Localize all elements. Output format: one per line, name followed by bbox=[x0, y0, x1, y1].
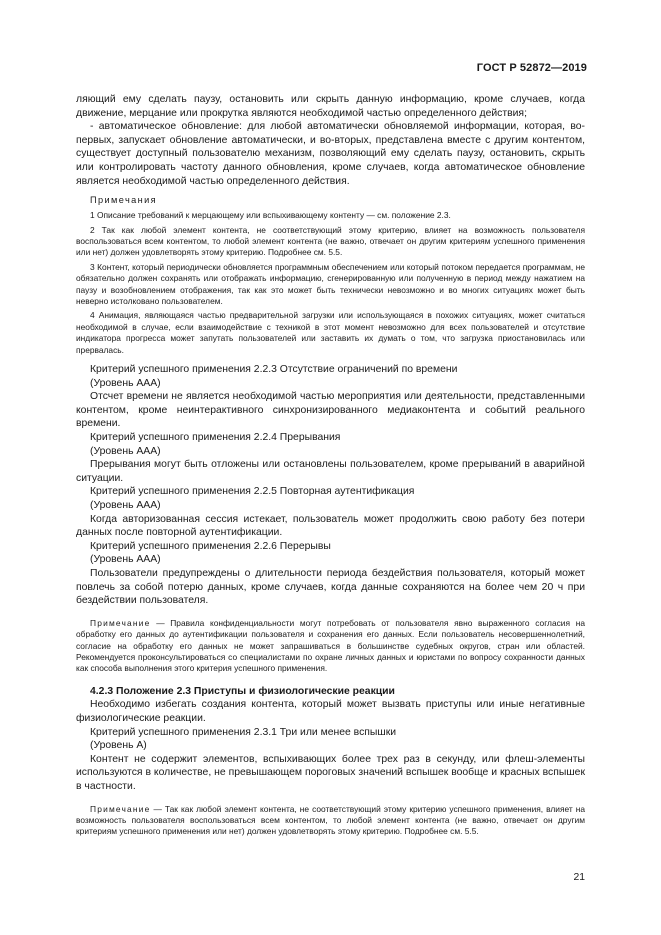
criterion-2-2-3-title: Критерий успешного применения 2.2.3 Отсутствие ограничений по времени bbox=[90, 364, 458, 376]
criterion-2-2-6-level: (Уровень ААА) bbox=[90, 554, 161, 566]
criterion-2-2-6-text: Пользователи предупреждены о длительности периода бездействия пользователя, который может повлечь за собой потерю данных, кроме случаев, когда данные сохраняются на более чем 20 ч при бездействии пользователя. bbox=[76, 567, 585, 607]
criterion-2-2-3-text: Отсчет времени не является необходимой частью мероприятия или деятельности, представленными контентом, кроме неинтерактивного синхронизированного медиаконтента и событий реального времени. bbox=[76, 391, 585, 430]
note-privacy bbox=[76, 618, 585, 675]
criterion-2-2-4-title: Критерий успешного применения 2.2.4 Прерывания bbox=[90, 432, 341, 443]
note-flash-label: Примечание bbox=[90, 803, 151, 814]
criterion-2-2-4-level: (Уровень ААА) bbox=[90, 445, 161, 457]
criterion-2-3-1-title: Критерий успешного применения 2.3.1 Три или менее вспышки bbox=[90, 726, 397, 738]
notes-title: Примечания bbox=[90, 195, 158, 206]
paragraph-continuation: ляющий ему сделать паузу, остановить или скрыть данную информацию, кроме случаев, когда движение, мерцание или прокрутка являются необходимой частью определенного действия; bbox=[76, 94, 585, 119]
section-4-2-3-text: Необходимо избегать создания контента, который может вызвать приступы или иные негативные физиологические реакции. bbox=[76, 699, 585, 724]
note-4: 4 Анимация, являющаяся частью предварительной загрузки или использующаяся в похожих ситуациях, может считаться необходимой в случае, если взаимодействие с техникой в этот момент невозможно для всех пользователей и отсутствие индикатора прогресса может запутать пользователей или заставить их думать о том, что загрузка приостановилась или прервалась. bbox=[76, 310, 585, 355]
note-flash-text: — Так как любой элемент контента, не соответствующий этому критерию успешного применения, влияет на возможность пользователя воспользоваться всем контентом, то любой элемент контента (не важно, отвечает он другим критериям успешного применения или нет) должен удовлетворять этому критерию. Подробнее см. 5.5. bbox=[76, 803, 585, 837]
criterion-2-3-1-level: (Уровень А) bbox=[90, 740, 147, 752]
paragraph-auto-update: - автоматическое обновление: для любой автоматически обновляемой информации, которая, во-первых, запускает обновление автоматически, и во-вторых, представлена вместе с другим контентом, существует доступный пользователю механизм, позволяющий ему сделать паузу, остановить, скрыть или контролировать частоту данного обновления, кроме случаев, когда автоматическое обновление является необходимой частью определенного действия. bbox=[76, 121, 585, 187]
page-number: 21 bbox=[573, 872, 585, 883]
criterion-2-2-5-level: (Уровень ААА) bbox=[90, 499, 161, 511]
section-4-2-3-heading: 4.2.3 Положение 2.3 Приступы и физиологические реакции bbox=[90, 685, 395, 697]
document-body bbox=[76, 93, 585, 838]
criterion-2-2-5-title: Критерий успешного применения 2.2.5 Повторная аутентификация bbox=[90, 486, 415, 498]
document-id-header: ГОСТ Р 52872—2019 bbox=[476, 62, 587, 74]
note-1: 1 Описание требований к мерцающему или вспыхивающему контенту — см. положение 2.3. bbox=[90, 210, 451, 221]
note-2: 2 Так как любой элемент контента, не соответствующий этому критерию, влияет на возможность пользователя воспользоваться всем контентом, то любой элемент контента (не важно, отвечает он другим критериям успешного применения или нет) должен удовлетворять этому критерию. Подробнее см. 5.5. bbox=[76, 224, 585, 258]
criterion-2-2-6-title: Критерий успешного применения 2.2.6 Перерывы bbox=[90, 540, 331, 552]
note-flash bbox=[76, 804, 585, 838]
note-privacy-text: — Правила конфиденциальности могут потребовать от пользователя явно выраженного согласия на обработку его данных до аутентификации пользователя и сохранения его данных. Если пользователь несовершеннолетний, согласие на обработку его данных не может запрашиваться в большинстве судебных округов, стран или областей. Рекомендуется проконсультироваться со специалистами по охране личных данных и юристами по вопросу сохранности данных как способа выполнения этого критерия успешного применения. bbox=[76, 617, 585, 674]
note-privacy-label: Примечание bbox=[90, 617, 151, 628]
criterion-2-2-3-level: (Уровень ААА) bbox=[90, 377, 161, 389]
criterion-2-2-4-text: Прерывания могут быть отложены или остановлены пользователем, кроме прерываний в аварийной ситуации. bbox=[76, 459, 585, 484]
criterion-2-2-5-text: Когда авторизованная сессия истекает, пользователь может продолжить свою работу без потери данных после повторной аутентификации. bbox=[76, 513, 585, 539]
criterion-2-3-1-text: Контент не содержит элементов, вспыхивающих более трех раз в секунду, или флеш-элементы используются в количестве, не превышающем пороговых значений вспышек вообще и красных вспышек в частности. bbox=[76, 753, 585, 792]
note-3: 3 Контент, который периодически обновляется программным обеспечением или который потоком передается программам, не обязательно должен сохранять или отображать информацию, сгенерированную или полученную в период между нажатием на паузу и возобновлением отображения, так как это может быть технически невозможно и во многих ситуациях может быть неверно истолковано пользователем. bbox=[76, 261, 585, 306]
